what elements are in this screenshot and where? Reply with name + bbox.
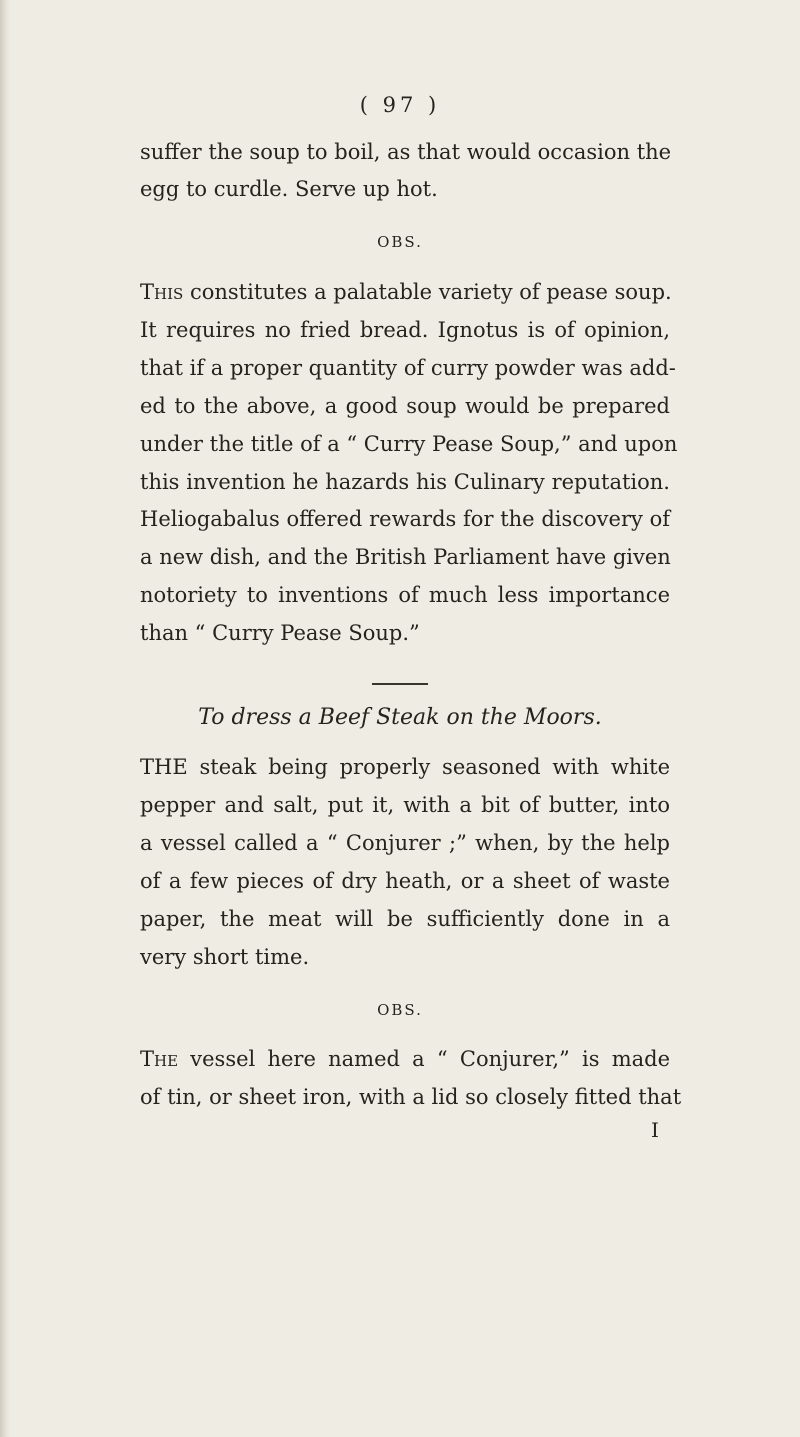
text-line: pepper and salt, put it, with a bit of butter, into [140,793,670,817]
text-line: ed to the above, a good soup would be prepared [140,394,670,418]
text-line: Heliogabalus offered rewards for the discovery of [140,507,670,531]
text-line: notoriety to inventions of much less importance [140,583,670,607]
text-line [140,1043,670,1075]
paragraph-lead-rest: vessel here named a “ Conjurer,” is made [178,1047,670,1071]
text-line: than “ Curry Pease Soup.” [140,621,420,645]
section-divider [372,683,428,685]
obs-heading: OBS. [377,233,423,251]
text-line: a vessel called a “ Conjurer ;” when, by the help [140,831,670,855]
text-line: this invention he hazards his Culinary reputation. [140,470,670,494]
text-line: a new dish, and the British Parliament have given [140,545,671,569]
text-line: paper, the meat will be sufficiently done in a [140,907,670,931]
text-line: under the title of a “ Curry Pease Soup,” and upon [140,432,678,456]
recipe-title: To dress a Beef Steak on the Moors. [198,705,602,730]
text-line: egg to curdle. Serve up hot. [140,177,438,201]
text-line: of tin, or sheet iron, with a lid so closely fitted that [140,1085,682,1109]
text-line [140,276,670,308]
page-number: ( 97 ) [359,93,441,117]
text-line: very short time. [140,945,310,969]
text-line: of a few pieces of dry heath, or a sheet of waste [140,869,670,893]
text-line: suffer the soup to boil, as that would occasion the [140,140,672,164]
paragraph-lead: The [140,1047,179,1071]
obs-heading: OBS. [377,1001,423,1019]
paragraph-lead: This [140,280,184,304]
paragraph-lead-rest: constitutes a palatable variety of pease soup. [183,280,672,304]
text-line: that if a proper quantity of curry powder was add- [140,356,676,380]
text-line: THE steak being properly seasoned with white [140,755,670,779]
catchword: I [651,1118,659,1142]
text-line: It requires no fried bread. Ignotus is of opinion, [140,318,670,342]
